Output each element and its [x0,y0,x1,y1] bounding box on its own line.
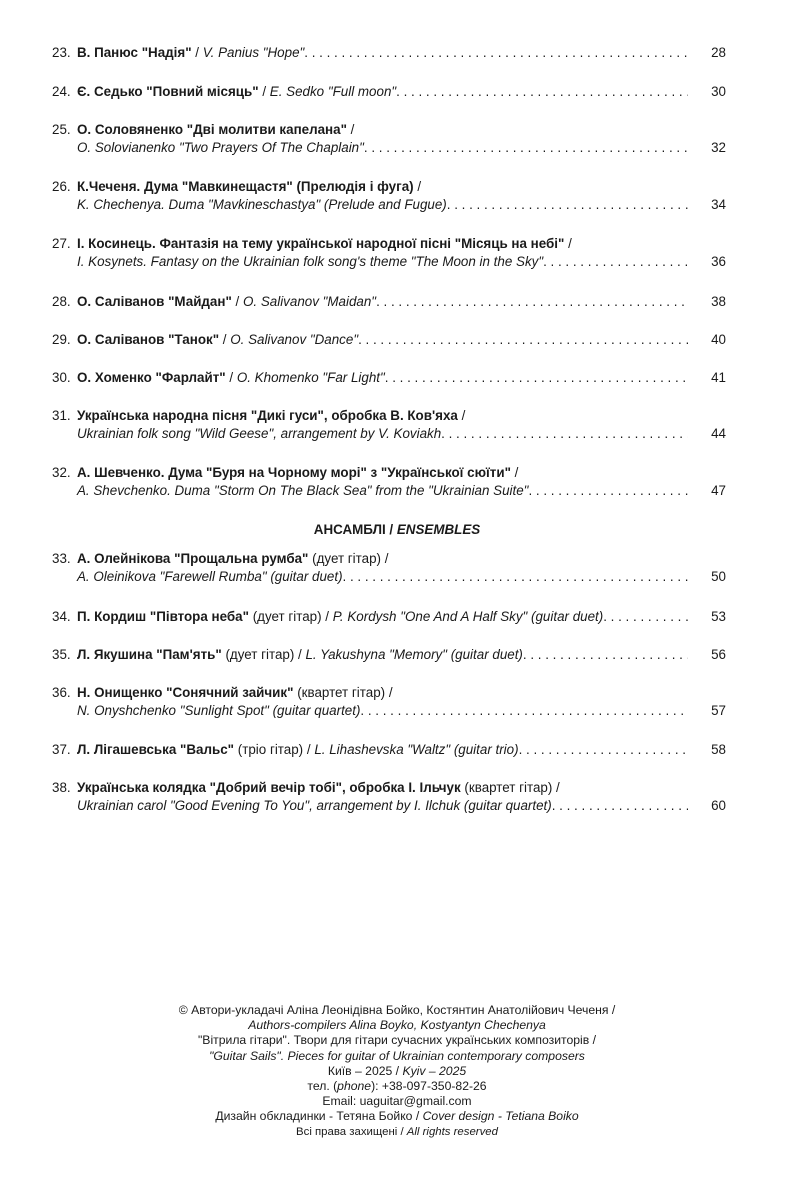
separator: / [346,122,355,137]
section-separator: / [385,522,397,537]
separator: / [219,332,231,347]
leader-dots [396,83,688,101]
title-ua: Українська народна пісня "Дикі гуси", обробка В. Ков'яха [77,408,458,423]
title-ua: Українська колядка "Добрий вечір тобі", обробка І. Ільчук [77,780,461,795]
toc-entry-34 [52,608,726,626]
toc-entry-28 [52,293,726,311]
entry-number: 38. [52,780,71,795]
page-number: 32 [711,140,726,155]
entry-number: 26. [52,179,71,194]
title-en: O. Salivanov "Maidan" [243,294,377,309]
separator: (дует гітар) / [221,647,306,662]
phone-number: ): +38-097-350-82-26 [371,1079,487,1094]
title-ua: О. Саліванов "Майдан" [77,294,232,309]
toc-entry-23 [52,44,726,62]
leader-dots [603,608,688,626]
entry-number: 33. [52,551,71,566]
rights-en: All rights reserved [406,1125,498,1138]
leader-dots [519,741,688,759]
separator: / [510,465,519,480]
cover-design-line [0,1109,794,1124]
section-title-en: ENSEMBLES [396,522,481,537]
entry-number: 30. [52,370,71,385]
entry-number: 28. [52,294,71,309]
phone-label-en: phone [337,1079,372,1094]
leader-dots [447,196,688,214]
leader-dots [543,253,688,271]
leader-dots [304,44,688,62]
page-number: 41 [711,370,726,385]
title-ua: В. Панюс "Надія" [77,45,192,60]
rights-ua: Всі права захищені / [296,1125,407,1138]
entry-number: 37. [52,742,71,757]
page-number: 58 [711,742,726,757]
title-ua: Л. Якушина "Пам'ять" [77,647,222,662]
title-en: P. Kordysh "One And A Half Sky" (guitar duet) [332,609,604,624]
separator: (дует гітар) / [308,551,389,566]
toc-entry-37 [52,741,726,759]
toc-entry-32 [52,464,726,500]
entry-number: 29. [52,332,71,347]
separator: (тріо гітар) / [234,742,315,757]
entry-number: 32. [52,465,71,480]
toc-entry-31 [52,407,726,443]
toc-entry-33 [52,550,726,586]
separator: (квартет гітар) / [293,685,393,700]
leader-dots [364,139,688,157]
leader-dots [376,293,688,311]
page-number: 44 [711,426,726,441]
toc-entry-26 [52,178,726,214]
section-heading-ensembles [0,522,794,537]
title-ua: Н. Онищенко "Сонячний зайчик" [77,685,294,700]
separator: (квартет гітар) / [460,780,560,795]
cover-design-en: Cover design - Tetiana Boiko [422,1109,579,1124]
colophon [0,1003,794,1140]
page-number: 40 [711,332,726,347]
entry-number: 24. [52,84,71,99]
section-title-ua: АНСАМБЛІ [313,522,386,537]
title-ua: А. Олейнікова "Прощальна румба" [77,551,309,566]
title-en: L. Yakushyna "Memory" (guitar duet) [305,647,523,662]
title-en: O. Solovianenko "Two Prayers Of The Chaplain" [77,140,364,155]
entry-number: 31. [52,408,71,423]
page-number: 34 [711,197,726,212]
leader-dots [385,369,688,387]
toc-entry-24 [52,83,726,101]
book-title-en: "Guitar Sails". Pieces for guitar of Ukrainian contemporary composers [209,1048,585,1063]
page-number: 38 [711,294,726,309]
toc-entry-25 [52,121,726,157]
page-number: 30 [711,84,726,99]
title-en: L. Lihashevska "Waltz" (guitar trio) [314,742,519,757]
page-number: 56 [711,647,726,662]
title-ua: О. Соловяненко "Дві молитви капелана" [77,122,347,137]
copyright-line: © Автори-укладачі Аліна Леонідівна Бойко, Костянтин Анатолійович Чеченя / [178,1003,616,1017]
entry-number: 27. [52,236,71,251]
book-title-ua: "Вітрила гітари". Твори для гітари сучасних українських композиторів / [197,1033,597,1048]
title-ua: А. Шевченко. Дума "Буря на Чорному морі" з "Української сюїти" [77,465,511,480]
cover-design-ua: Дизайн обкладинки - Тетяна Бойко / [215,1109,423,1124]
separator: / [191,45,203,60]
phone-line [0,1079,794,1094]
toc-entry-35 [52,646,726,664]
title-en: N. Onyshchenko "Sunlight Spot" (guitar quartet) [77,703,361,718]
title-ua: І. Косинець. Фантазія на тему української народної пісні "Місяць на небі" [77,236,565,251]
page-number: 53 [711,609,726,624]
separator: / [258,84,270,99]
email-line: Email: uaguitar@gmail.com [322,1094,472,1109]
page-number: 28 [711,45,726,60]
toc-entry-30 [52,369,726,387]
title-en: K. Chechenya. Duma "Mavkineschastya" (Prelude and Fugue) [77,197,447,212]
city-year-line [0,1064,794,1079]
page-number: 47 [711,483,726,498]
toc-entry-27 [52,235,726,271]
title-ua: О. Хоменко "Фарлайт" [77,370,226,385]
title-en: I. Kosynets. Fantasy on the Ukrainian folk song's theme "The Moon in the Sky" [77,254,544,269]
entry-number: 23. [52,45,71,60]
page-number: 36 [711,254,726,269]
entry-number: 34. [52,609,71,624]
city-year-en: Kyiv – 2025 [402,1063,467,1078]
toc-entry-29 [52,331,726,349]
title-ua: Л. Лігашевська "Вальс" [77,742,235,757]
separator: / [457,408,466,423]
leader-dots [523,646,688,664]
title-ua: П. Кордиш "Півтора неба" [77,609,249,624]
separator: / [225,370,237,385]
title-en: A. Shevchenko. Duma "Storm On The Black Sea" from the "Ukrainian Suite" [77,483,529,498]
phone-label-ua: тел. ( [307,1079,338,1094]
title-en: Ukrainian folk song "Wild Geese", arrangement by V. Koviakh [77,426,442,441]
title-ua: К.Чеченя. Дума "Мавкинещастя" (Прелюдія і фуга) [77,179,414,194]
page-number: 50 [711,569,726,584]
title-en: Ukrainian carol "Good Evening To You", arrangement by I. Ilchuk (guitar quartet) [77,798,552,813]
leader-dots [552,797,688,815]
leader-dots [343,568,688,586]
toc-entry-36 [52,684,726,720]
title-en: A. Oleinikova "Farewell Rumba" (guitar duet) [77,569,343,584]
page-number: 60 [711,798,726,813]
separator: / [413,179,422,194]
separator: (дует гітар) / [248,609,333,624]
entry-number: 25. [52,122,71,137]
city-year-ua: Київ – 2025 / [327,1063,403,1078]
title-en: O. Salivanov "Dance" [230,332,359,347]
separator: / [231,294,243,309]
toc-entry-38 [52,779,726,815]
title-en: O. Khomenko "Far Light" [236,370,385,385]
separator: / [564,236,572,251]
leader-dots [358,331,688,349]
authors-line: Authors-compilers Alina Boyko, Kostyantyn Chechenya [248,1018,546,1033]
page-number: 57 [711,703,726,718]
title-ua: О. Саліванов "Танок" [77,332,220,347]
rights-line [0,1125,794,1140]
leader-dots [360,702,688,720]
leader-dots [441,425,688,443]
title-en: V. Panius "Hope" [202,45,305,60]
title-ua: Є. Седько "Повний місяць" [77,84,259,99]
title-en: E. Sedko "Full moon" [269,84,397,99]
leader-dots [528,482,688,500]
entry-number: 36. [52,685,71,700]
entry-number: 35. [52,647,71,662]
